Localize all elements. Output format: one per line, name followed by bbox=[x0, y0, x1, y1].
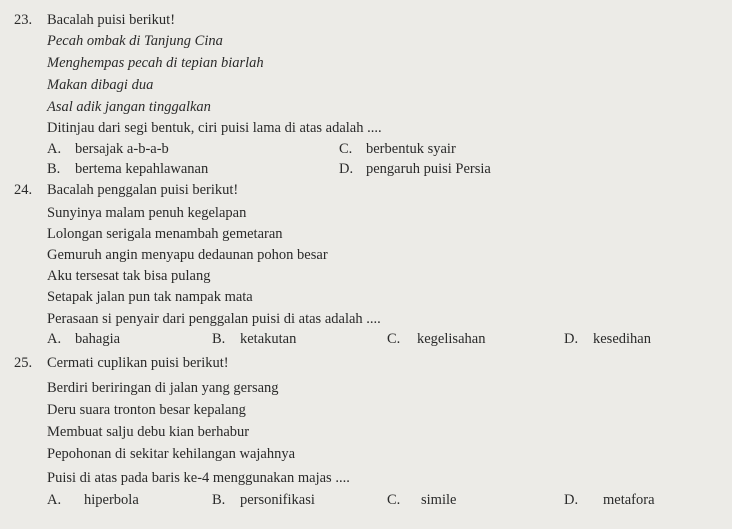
option-letter: A. bbox=[47, 331, 62, 347]
option-letter: B. bbox=[212, 331, 226, 347]
option-text: bertema kepahlawanan bbox=[75, 161, 209, 177]
option-letter: B. bbox=[212, 492, 226, 508]
option-letter: A. bbox=[47, 141, 62, 157]
option-letter: D. bbox=[339, 161, 354, 177]
poem-line: Makan dibagi dua bbox=[47, 77, 154, 93]
poem-line: Berdiri beriringan di jalan yang gersang bbox=[47, 380, 279, 396]
question-number: 23. bbox=[14, 12, 33, 28]
option-text: bahagia bbox=[75, 331, 121, 347]
poem-line: Membuat salju debu kian berhabur bbox=[47, 424, 250, 440]
poem-line: Pecah ombak di Tanjung Cina bbox=[47, 33, 223, 49]
option-text: kesedihan bbox=[593, 331, 651, 347]
poem-line: Sunyinya malam penuh kegelapan bbox=[47, 205, 247, 221]
poem-line: Lolongan serigala menambah gemetaran bbox=[47, 226, 283, 242]
option-letter: D. bbox=[564, 492, 579, 508]
question-text: Puisi di atas pada baris ke-4 menggunakan majas .... bbox=[47, 470, 350, 486]
option-letter: D. bbox=[564, 331, 579, 347]
question-prompt: Cermati cuplikan puisi berikut! bbox=[47, 355, 229, 371]
option-letter: B. bbox=[47, 161, 61, 177]
question-number: 25. bbox=[14, 355, 33, 371]
option-text: personifikasi bbox=[240, 492, 315, 508]
option-text: hiperbola bbox=[84, 492, 139, 508]
option-text: kegelisahan bbox=[417, 331, 486, 347]
question-prompt: Bacalah puisi berikut! bbox=[47, 12, 176, 28]
option-text: bersajak a-b-a-b bbox=[75, 141, 169, 157]
poem-line: Asal adik jangan tinggalkan bbox=[47, 99, 211, 115]
option-letter: C. bbox=[387, 331, 401, 347]
poem-line: Menghempas pecah di tepian biarlah bbox=[47, 55, 264, 71]
question-text: Perasaan si penyair dari penggalan puisi di atas adalah .... bbox=[47, 311, 381, 327]
poem-line: Gemuruh angin menyapu dedaunan pohon besar bbox=[47, 247, 328, 263]
question-prompt: Bacalah penggalan puisi berikut! bbox=[47, 182, 239, 198]
poem-line: Deru suara tronton besar kepalang bbox=[47, 402, 246, 418]
option-text: ketakutan bbox=[240, 331, 297, 347]
option-letter: A. bbox=[47, 492, 62, 508]
option-text: simile bbox=[421, 492, 457, 508]
option-letter: C. bbox=[339, 141, 353, 157]
poem-line: Setapak jalan pun tak nampak mata bbox=[47, 289, 253, 305]
option-letter: C. bbox=[387, 492, 401, 508]
poem-line: Aku tersesat tak bisa pulang bbox=[47, 268, 211, 284]
option-text: berbentuk syair bbox=[366, 141, 456, 157]
question-text: Ditinjau dari segi bentuk, ciri puisi lama di atas adalah .... bbox=[47, 120, 382, 136]
poem-line: Pepohonan di sekitar kehilangan wajahnya bbox=[47, 446, 296, 462]
question-number: 24. bbox=[14, 182, 33, 198]
option-text: metafora bbox=[603, 492, 655, 508]
option-text: pengaruh puisi Persia bbox=[366, 161, 491, 177]
